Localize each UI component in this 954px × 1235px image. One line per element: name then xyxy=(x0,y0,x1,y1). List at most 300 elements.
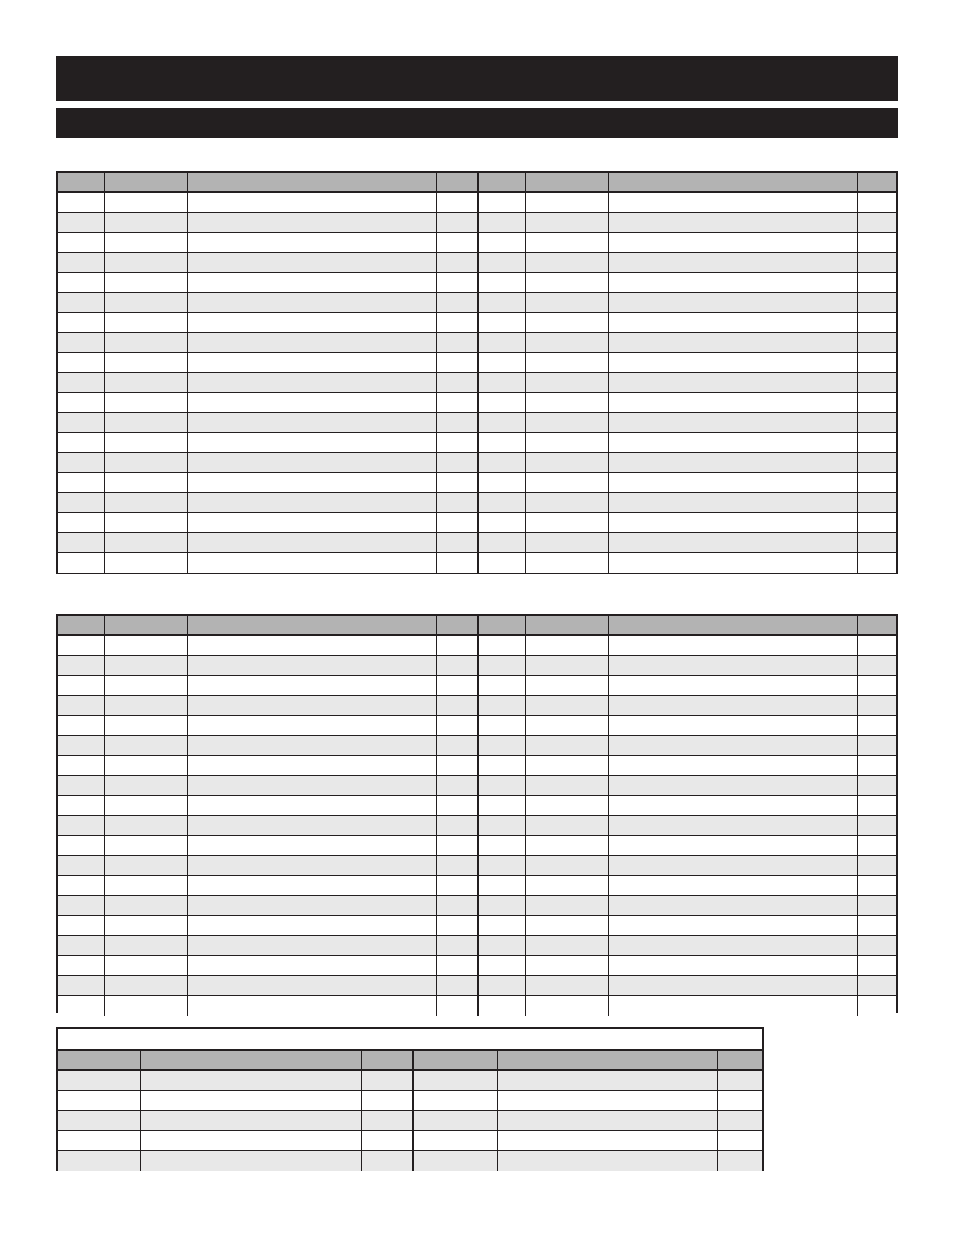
table-row-cell xyxy=(609,473,858,492)
table-row-cell xyxy=(188,816,437,835)
table-row-cell xyxy=(105,273,188,292)
table-row-cell xyxy=(858,816,896,835)
table-row-cell xyxy=(858,776,896,795)
table-row-cell xyxy=(437,293,479,312)
table-row-cell xyxy=(188,533,437,552)
table-row-cell xyxy=(105,533,188,552)
table-row-cell xyxy=(609,313,858,332)
table-row xyxy=(58,736,896,756)
table-row xyxy=(58,1071,762,1091)
table-row-cell xyxy=(105,736,188,755)
table-row-cell xyxy=(414,1131,498,1150)
table-row xyxy=(58,253,896,273)
table-header-row-cell xyxy=(437,616,479,634)
table-row-cell xyxy=(479,293,526,312)
table-row-cell xyxy=(858,996,896,1016)
table-row-cell xyxy=(858,553,896,573)
table-row-cell xyxy=(437,776,479,795)
table-row-cell xyxy=(58,996,105,1016)
table-row-cell xyxy=(58,836,105,855)
table-row-cell xyxy=(858,353,896,372)
table-row xyxy=(58,393,896,413)
table-row xyxy=(58,433,896,453)
table-row xyxy=(58,916,896,936)
table-row-cell xyxy=(526,996,609,1016)
table-row-cell xyxy=(858,636,896,655)
table-row-cell xyxy=(58,213,105,232)
table-row-cell xyxy=(58,273,105,292)
table-row-cell xyxy=(105,956,188,975)
table-row xyxy=(58,656,896,676)
table-row-cell xyxy=(437,956,479,975)
table-row-cell xyxy=(437,936,479,955)
table-header-row-cell xyxy=(526,173,609,191)
table-row-cell xyxy=(58,473,105,492)
table-row-cell xyxy=(526,433,609,452)
table-row-cell xyxy=(609,916,858,935)
table-row-cell xyxy=(105,453,188,472)
table-row xyxy=(58,876,896,896)
table-row-cell xyxy=(105,193,188,212)
table-row-cell xyxy=(188,373,437,392)
table-row xyxy=(58,756,896,776)
table-row-cell xyxy=(609,796,858,815)
table-row-cell xyxy=(526,273,609,292)
table-row-cell xyxy=(609,253,858,272)
table-row-cell xyxy=(437,253,479,272)
table-row-cell xyxy=(858,716,896,735)
table-row-cell xyxy=(609,293,858,312)
table-row-cell xyxy=(858,936,896,955)
table-row-cell xyxy=(58,1091,141,1110)
table-row-cell xyxy=(609,233,858,252)
table-row-cell xyxy=(479,233,526,252)
table-row-cell xyxy=(718,1071,762,1090)
table-row xyxy=(58,493,896,513)
table-row xyxy=(58,553,896,573)
table-row xyxy=(58,996,896,1016)
table-row-cell xyxy=(414,1091,498,1110)
table-row-cell xyxy=(526,656,609,675)
table-row-cell xyxy=(479,876,526,895)
table-row-cell xyxy=(858,373,896,392)
table-row-cell xyxy=(58,553,105,573)
table-row-cell xyxy=(188,293,437,312)
table-row-cell xyxy=(479,656,526,675)
table-row-cell xyxy=(437,836,479,855)
table-row-cell xyxy=(141,1151,362,1171)
table-row-cell xyxy=(188,393,437,412)
table-header-row-cell xyxy=(188,616,437,634)
table-row xyxy=(58,353,896,373)
table-row-cell xyxy=(105,776,188,795)
table-row-cell xyxy=(188,796,437,815)
table-row-cell xyxy=(479,353,526,372)
table-row-cell xyxy=(479,393,526,412)
table-row-cell xyxy=(58,776,105,795)
table-row-cell xyxy=(437,433,479,452)
table-row-cell xyxy=(105,996,188,1016)
table-row-cell xyxy=(858,433,896,452)
table-row-cell xyxy=(58,333,105,352)
parts-table-3 xyxy=(56,1027,764,1171)
table-row-cell xyxy=(437,373,479,392)
table-row-cell xyxy=(58,1151,141,1171)
table-row-cell xyxy=(105,493,188,512)
table-row-cell xyxy=(526,936,609,955)
table-row-cell xyxy=(437,313,479,332)
table-row xyxy=(58,776,896,796)
table-row-cell xyxy=(479,433,526,452)
table-row xyxy=(58,533,896,553)
table-row-cell xyxy=(858,473,896,492)
table-row-cell xyxy=(609,453,858,472)
table-header-row-cell xyxy=(718,1051,762,1069)
table-row-cell xyxy=(437,553,479,573)
table-row-cell xyxy=(188,976,437,995)
table-row-cell xyxy=(58,976,105,995)
table-row-cell xyxy=(526,876,609,895)
table-row-cell xyxy=(105,696,188,715)
table-row-cell xyxy=(188,996,437,1016)
table-row-cell xyxy=(58,293,105,312)
table-row-cell xyxy=(526,473,609,492)
table-row-cell xyxy=(609,353,858,372)
table-row-cell xyxy=(58,233,105,252)
table-row-cell xyxy=(58,656,105,675)
table-header-row-cell xyxy=(105,173,188,191)
table-row-cell xyxy=(362,1111,414,1130)
table-row-cell xyxy=(526,676,609,695)
table-row-cell xyxy=(188,353,437,372)
table-row-cell xyxy=(526,413,609,432)
table-row-cell xyxy=(437,533,479,552)
table-row-cell xyxy=(188,676,437,695)
table-row-cell xyxy=(858,976,896,995)
table-row-cell xyxy=(526,796,609,815)
table-row-cell xyxy=(437,756,479,775)
table-row-cell xyxy=(105,756,188,775)
table-row-cell xyxy=(58,736,105,755)
table-row-cell xyxy=(105,473,188,492)
table-row-cell xyxy=(526,313,609,332)
table-row xyxy=(58,696,896,716)
table-row-cell xyxy=(718,1111,762,1130)
table-row-cell xyxy=(858,856,896,875)
table-row-cell xyxy=(58,413,105,432)
table-row-cell xyxy=(188,636,437,655)
table-row xyxy=(58,856,896,876)
table-row-cell xyxy=(188,716,437,735)
table-row-cell xyxy=(188,736,437,755)
table-row-cell xyxy=(479,553,526,573)
table-row-cell xyxy=(858,876,896,895)
table-row-cell xyxy=(526,193,609,212)
table-row-cell xyxy=(609,676,858,695)
table-row xyxy=(58,293,896,313)
table-row-cell xyxy=(858,213,896,232)
table-row-cell xyxy=(188,756,437,775)
table-row xyxy=(58,896,896,916)
table-row-cell xyxy=(479,676,526,695)
table-row-cell xyxy=(58,936,105,955)
table-row-cell xyxy=(437,736,479,755)
table-row xyxy=(58,373,896,393)
table-row xyxy=(58,193,896,213)
table-row-cell xyxy=(188,936,437,955)
table-row-cell xyxy=(188,453,437,472)
table-row-cell xyxy=(188,956,437,975)
table-row-cell xyxy=(479,253,526,272)
table-row-cell xyxy=(718,1091,762,1110)
table-row-cell xyxy=(188,333,437,352)
table-row-cell xyxy=(609,533,858,552)
table-row xyxy=(58,513,896,533)
table-row-cell xyxy=(479,193,526,212)
table-row-cell xyxy=(437,413,479,432)
table-row-cell xyxy=(58,493,105,512)
table-row-cell xyxy=(526,916,609,935)
table-row-cell xyxy=(188,896,437,915)
table-row-cell xyxy=(479,533,526,552)
table-row-cell xyxy=(58,353,105,372)
table-row-cell xyxy=(58,453,105,472)
table-row-cell xyxy=(609,433,858,452)
table-row-cell xyxy=(105,856,188,875)
table-row-cell xyxy=(609,413,858,432)
table-row-cell xyxy=(437,513,479,532)
table-row-cell xyxy=(188,836,437,855)
table-row-cell xyxy=(362,1071,414,1090)
table-row-cell xyxy=(609,636,858,655)
table-row-cell xyxy=(362,1131,414,1150)
table-row-cell xyxy=(526,896,609,915)
table-row-cell xyxy=(858,273,896,292)
table-row-cell xyxy=(609,816,858,835)
table-row xyxy=(58,473,896,493)
table-header-row xyxy=(58,173,896,193)
table-row-cell xyxy=(526,253,609,272)
table-row-cell xyxy=(58,373,105,392)
table-row-cell xyxy=(188,856,437,875)
table-row-cell xyxy=(362,1151,414,1171)
table-row-cell xyxy=(58,1131,141,1150)
table-row xyxy=(58,453,896,473)
table-row-cell xyxy=(479,213,526,232)
table-row-cell xyxy=(188,193,437,212)
table-row-cell xyxy=(188,273,437,292)
table-row-cell xyxy=(526,493,609,512)
table-row-cell xyxy=(609,493,858,512)
table-row-cell xyxy=(858,293,896,312)
table-row xyxy=(58,313,896,333)
table-row-cell xyxy=(414,1111,498,1130)
table-row xyxy=(58,836,896,856)
table-row-cell xyxy=(105,233,188,252)
table-row xyxy=(58,413,896,433)
table-row-cell xyxy=(526,453,609,472)
table-row-cell xyxy=(58,1111,141,1130)
table-row-cell xyxy=(609,956,858,975)
table-header-row-cell xyxy=(105,616,188,634)
table-row-cell xyxy=(58,816,105,835)
table-row-cell xyxy=(609,936,858,955)
table-row-cell xyxy=(858,796,896,815)
table-row-cell xyxy=(105,433,188,452)
table-row-cell xyxy=(105,636,188,655)
parts-table-2 xyxy=(56,614,898,1013)
table-row-cell xyxy=(437,676,479,695)
table-header-row-cell xyxy=(498,1051,718,1069)
table-row-cell xyxy=(437,473,479,492)
table-row-cell xyxy=(188,776,437,795)
table-row xyxy=(58,273,896,293)
table-row-cell xyxy=(58,433,105,452)
table-row-cell xyxy=(105,213,188,232)
table-row-cell xyxy=(105,876,188,895)
table-row-cell xyxy=(58,856,105,875)
table-row-cell xyxy=(609,656,858,675)
table-row-cell xyxy=(437,896,479,915)
table-row-cell xyxy=(526,636,609,655)
table-row-cell xyxy=(526,756,609,775)
table-row-cell xyxy=(437,493,479,512)
table-row-cell xyxy=(105,836,188,855)
table-row-cell xyxy=(105,896,188,915)
table-header-row-cell xyxy=(362,1051,414,1069)
table-row-cell xyxy=(858,393,896,412)
table-row-cell xyxy=(526,333,609,352)
table-row-cell xyxy=(58,956,105,975)
table-row-cell xyxy=(858,696,896,715)
table-header-row-cell xyxy=(58,1051,141,1069)
table-row xyxy=(58,1131,762,1151)
table-row-cell xyxy=(526,816,609,835)
table-row-cell xyxy=(105,676,188,695)
table-row-cell xyxy=(609,213,858,232)
table-row-cell xyxy=(188,916,437,935)
table-row-cell xyxy=(858,233,896,252)
table-row-cell xyxy=(437,213,479,232)
table-row-cell xyxy=(105,716,188,735)
table-row-cell xyxy=(58,676,105,695)
table-header-row-cell xyxy=(858,173,896,191)
table-row-cell xyxy=(58,193,105,212)
table-row-cell xyxy=(58,393,105,412)
table-row-cell xyxy=(188,413,437,432)
table-row-cell xyxy=(498,1091,718,1110)
table-row xyxy=(58,333,896,353)
table-row-cell xyxy=(498,1111,718,1130)
table-row-cell xyxy=(58,756,105,775)
table-row-cell xyxy=(188,473,437,492)
parts-table-3-title xyxy=(58,1029,762,1051)
table-row-cell xyxy=(105,373,188,392)
table-row-cell xyxy=(858,253,896,272)
table-row-cell xyxy=(609,393,858,412)
table-row-cell xyxy=(58,796,105,815)
parts-table-1 xyxy=(56,171,898,574)
table-row-cell xyxy=(105,656,188,675)
table-row-cell xyxy=(479,493,526,512)
table-row-cell xyxy=(105,393,188,412)
table-row-cell xyxy=(141,1111,362,1130)
table-row-cell xyxy=(526,233,609,252)
table-row-cell xyxy=(609,333,858,352)
table-row-cell xyxy=(609,876,858,895)
table-row-cell xyxy=(479,856,526,875)
table-row-cell xyxy=(105,936,188,955)
table-row-cell xyxy=(858,736,896,755)
table-row-cell xyxy=(437,453,479,472)
table-row-cell xyxy=(188,656,437,675)
table-row-cell xyxy=(858,956,896,975)
table-row xyxy=(58,976,896,996)
table-row-cell xyxy=(858,836,896,855)
table-row-cell xyxy=(437,656,479,675)
table-row-cell xyxy=(858,313,896,332)
table-row-cell xyxy=(479,836,526,855)
table-row-cell xyxy=(498,1151,718,1171)
table-row-cell xyxy=(858,533,896,552)
table-row-cell xyxy=(105,513,188,532)
table-row-cell xyxy=(526,836,609,855)
table-row xyxy=(58,233,896,253)
table-row-cell xyxy=(479,816,526,835)
table-row-cell xyxy=(526,513,609,532)
table-row-cell xyxy=(526,776,609,795)
table-row-cell xyxy=(362,1091,414,1110)
table-row xyxy=(58,636,896,656)
table-row-cell xyxy=(526,696,609,715)
table-row-cell xyxy=(479,996,526,1016)
table-row-cell xyxy=(105,253,188,272)
table-row-cell xyxy=(609,716,858,735)
table-row-cell xyxy=(188,553,437,573)
table-row-cell xyxy=(437,876,479,895)
table-row-cell xyxy=(609,553,858,573)
table-row-cell xyxy=(105,313,188,332)
table-row-cell xyxy=(479,636,526,655)
table-row-cell xyxy=(479,976,526,995)
table-row-cell xyxy=(437,716,479,735)
table-header-row-cell xyxy=(188,173,437,191)
table-row-cell xyxy=(609,896,858,915)
table-row-cell xyxy=(479,333,526,352)
table-row-cell xyxy=(858,453,896,472)
table-row-cell xyxy=(188,313,437,332)
table-row-cell xyxy=(526,533,609,552)
table-row-cell xyxy=(479,796,526,815)
table-row xyxy=(58,1151,762,1171)
table-row-cell xyxy=(609,856,858,875)
table-row xyxy=(58,796,896,816)
table-row xyxy=(58,1091,762,1111)
table-row-cell xyxy=(437,976,479,995)
table-row-cell xyxy=(609,976,858,995)
table-row-cell xyxy=(188,493,437,512)
table-row-cell xyxy=(858,513,896,532)
table-row-cell xyxy=(188,233,437,252)
table-row-cell xyxy=(609,193,858,212)
table-row-cell xyxy=(526,393,609,412)
table-row-cell xyxy=(141,1131,362,1150)
table-row xyxy=(58,716,896,736)
table-header-row-cell xyxy=(526,616,609,634)
table-row-cell xyxy=(526,293,609,312)
table-row-cell xyxy=(479,936,526,955)
table-row-cell xyxy=(105,293,188,312)
